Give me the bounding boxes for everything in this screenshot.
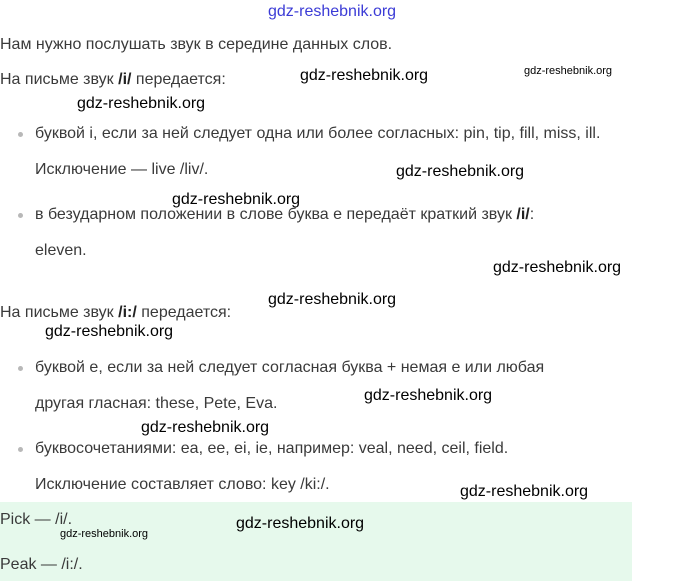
section1-bullet2-line1 [35, 206, 534, 224]
intro-text: Нам нужно послушать звук в середине данных слов. [0, 36, 393, 53]
watermark-top: gdz-reshebnik.org [268, 3, 397, 20]
watermark: gdz-reshebnik.org [493, 259, 622, 276]
watermark: gdz-reshebnik.org [524, 65, 613, 77]
section2-bullet2-line2: Исключение составляет слово: key /ki:/. [35, 476, 330, 493]
watermark: gdz-reshebnik.org [364, 387, 493, 404]
watermark: gdz-reshebnik.org [236, 515, 365, 532]
answer-line2: Peak — /i:/. [0, 556, 83, 573]
answer-line1: Pick — /i/. [0, 511, 73, 528]
watermark: gdz-reshebnik.org [460, 483, 589, 500]
watermark: gdz-reshebnik.org [77, 95, 206, 112]
section2-heading [0, 304, 231, 322]
section1-tail: передается: [135, 71, 226, 88]
section2-bullet1-line1: буквой e, если за ней следует согласная буква + немая e или любая [35, 359, 545, 376]
section1-bullet1-line2: Исключение — live /liv/. [35, 161, 209, 178]
bullet-icon [18, 366, 23, 371]
watermark: gdz-reshebnik.org [60, 528, 149, 540]
section2-bullet1-line2: другая гласная: these, Pete, Eva. [35, 395, 278, 412]
answer-box [0, 502, 632, 581]
section1-lead: На письме звук [0, 71, 114, 88]
watermark: gdz-reshebnik.org [268, 291, 397, 308]
section2-tail: передается: [141, 304, 232, 321]
section1-bullet2-sound: /i/ [516, 206, 530, 223]
bullet-icon [18, 213, 23, 218]
watermark: gdz-reshebnik.org [300, 67, 429, 84]
section1-bullet2-text: в безударном положении в слове буква e передаёт краткий звук [35, 206, 512, 223]
section1-bullet2-line2: eleven. [35, 242, 87, 259]
section2-sound: /i:/ [118, 304, 137, 321]
watermark: gdz-reshebnik.org [172, 191, 301, 208]
watermark: gdz-reshebnik.org [396, 163, 525, 180]
section1-sound: /i/ [118, 71, 132, 88]
bullet-icon [18, 447, 23, 452]
watermark: gdz-reshebnik.org [45, 323, 174, 340]
section1-heading [0, 71, 226, 89]
section2-lead: На письме звук [0, 304, 114, 321]
section2-bullet2-line1: буквосочетаниями: ea, ee, ei, ie, например: veal, need, ceil, field. [35, 440, 509, 457]
watermark: gdz-reshebnik.org [141, 419, 270, 436]
bullet-icon [18, 132, 23, 137]
section1-bullet1-line1: буквой i, если за ней следует одна или более согласных: pin, tip, fill, miss, ill. [35, 125, 601, 142]
section1-bullet2-colon: : [529, 206, 535, 223]
